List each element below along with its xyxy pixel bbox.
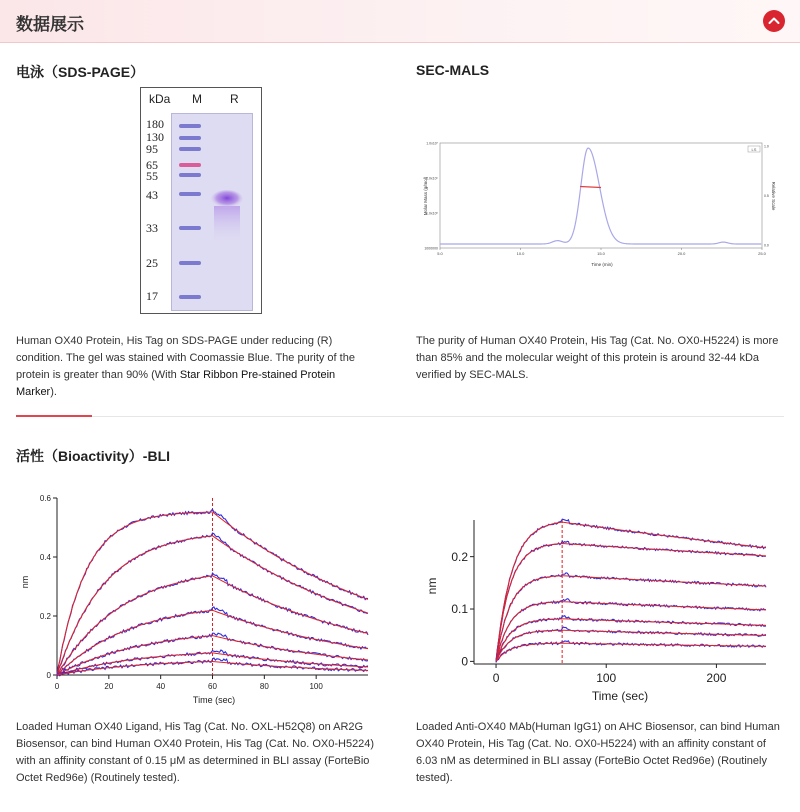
sec-ytick-label: 1.0x10⁷ <box>426 141 438 146</box>
sec-ytick-label: 1.0x10⁵ <box>426 211 438 216</box>
ladder-band <box>179 163 201 167</box>
ladder-band <box>179 124 201 128</box>
sample-band <box>211 190 243 208</box>
marker-180: 180 <box>146 117 164 131</box>
sec-legend: LS <box>751 147 757 152</box>
bli-xtick-label: 40 <box>156 682 166 691</box>
bio-title: 活性（Bioactivity）-BLI <box>16 448 171 464</box>
header-title: 数据展示 <box>16 15 84 34</box>
sec-xtick-label: 25.0 <box>758 251 766 256</box>
sec-y2label: Relative Scale <box>771 181 776 211</box>
secmals-caption: The purity of Human OX40 Protein, His Tag (Cat. No. OX0-H5224) is more than 85% and the molecular weight of this protein is around 32-44 kDa verified by SEC-MALS. <box>416 335 779 381</box>
sec-xtick-label: 15.0 <box>597 251 605 256</box>
marker-65: 65 <box>146 158 158 172</box>
bli-left-caption: Loaded Human OX40 Ligand, His Tag (Cat. No. OXL-H52Q8) on AR2G Biosensor, can bind Human OX40 Protein, His Tag (Cat. No. OX0-H5224) with an affinity constant of 0.15 μM as determined in BLI assay (ForteBio Octet Red96e) (Routinely tested). <box>16 721 375 784</box>
sec-ytick-label: 1000000 <box>424 246 438 251</box>
bli-xtick-label: 0 <box>54 682 60 691</box>
sec-mals-chart <box>416 136 776 270</box>
marker-130: 130 <box>146 130 164 144</box>
marker-55: 55 <box>146 169 158 183</box>
ladder-band <box>179 226 201 230</box>
ladder-band <box>179 147 201 151</box>
bli-ytick-label: 0.1 <box>451 602 468 617</box>
bli-left-ylabel: nm <box>20 575 30 589</box>
sec-xtick-label: 10.0 <box>516 251 525 256</box>
bli-fit-curve <box>496 522 766 661</box>
marker-link[interactable]: Star Ribbon Pre-stained Protein Marker <box>16 369 336 398</box>
sec-y2tick-label: 0.0 <box>764 243 769 248</box>
sec-xlabel: Time (min) <box>591 262 613 267</box>
bli-xtick-label: 100 <box>596 671 617 685</box>
gel-lanes <box>171 113 253 311</box>
bli-data-curve <box>496 616 766 661</box>
bli-ytick-label: 0.2 <box>39 611 51 621</box>
bli-xtick-label: 20 <box>104 682 114 691</box>
bli-right-caption: Loaded Anti-OX40 MAb(Human IgG1) on AHC Biosensor, can bind Human OX40 Protein, His Tag (Cat. No. OX0-H5224) with an affinity constant of 6.03 nM as determined in BLI assay (ForteBio Octet Red96e) (Routinely tested). <box>416 721 780 784</box>
bli-fit-curve <box>496 576 766 662</box>
bli-ytick-label: 0.2 <box>451 549 468 564</box>
bli-right-xlabel: Time (sec) <box>591 689 649 703</box>
ladder-band <box>179 173 201 177</box>
sds-gel-image <box>140 87 262 314</box>
bli-fit-curve <box>496 643 766 661</box>
bli-data-curve <box>496 519 766 660</box>
marker-43: 43 <box>146 188 158 202</box>
sec-ytick-label: 1.0x10⁶ <box>426 176 438 181</box>
gel-header-kda: kDa <box>149 92 171 106</box>
sds-caption-text-1: Human OX40 Protein, His Tag on SDS-PAGE under reducing (R) condition. The gel was stained with Coomassie Blue. The purity of the protein is greater than 90% (With <box>16 335 355 381</box>
bli-xtick-label: 60 <box>208 682 217 691</box>
bli-left-xlabel: Time (sec) <box>192 695 236 705</box>
gel-bands <box>172 114 252 310</box>
chevron-up-icon <box>763 10 785 32</box>
sec-xtick-label: 5.0 <box>437 251 443 256</box>
ladder-band <box>179 261 201 265</box>
bli-xtick-label: 0 <box>492 671 500 685</box>
bli-ytick-label: 0 <box>461 654 468 669</box>
ladder-band <box>179 192 201 196</box>
gel-header-r: R <box>230 92 239 106</box>
marker-95: 95 <box>146 142 158 156</box>
bli-left-chart <box>16 490 384 710</box>
bli-right-ylabel: nm <box>425 577 439 595</box>
gel-header-m: M <box>192 92 202 106</box>
secmals-title: SEC-MALS <box>416 62 490 78</box>
sec-y2tick-label: 0.5 <box>764 194 769 198</box>
collapse-button[interactable] <box>763 10 785 32</box>
ladder-band <box>179 295 201 299</box>
marker-17: 17 <box>146 289 158 303</box>
sec-ylabel: Molar Mass (g/mol) <box>423 176 428 216</box>
bli-data-curve <box>496 573 766 662</box>
section-header <box>0 0 800 43</box>
bli-xtick-label: 100 <box>309 682 323 691</box>
marker-25: 25 <box>146 256 158 270</box>
bli-ytick-label: 0.4 <box>39 552 51 562</box>
sds-caption <box>16 333 376 401</box>
bli-fit-curve <box>496 619 766 662</box>
bli-ytick-label: 0 <box>46 670 51 680</box>
sds-title: 电泳（SDS-PAGE） <box>16 64 145 80</box>
bli-xtick-label: 200 <box>706 671 727 685</box>
bli-ytick-label: 0.6 <box>39 493 51 503</box>
section-divider <box>16 416 784 417</box>
section-divider-accent <box>16 415 92 417</box>
bli-xtick-label: 80 <box>259 682 269 691</box>
ladder-band <box>179 136 201 140</box>
sds-caption-text-2: ). <box>50 386 57 398</box>
bli-right-chart <box>416 510 784 706</box>
sec-y2tick-label: 1.0 <box>764 144 769 149</box>
marker-33: 33 <box>146 221 158 235</box>
sec-xtick-label: 20.0 <box>677 251 686 256</box>
